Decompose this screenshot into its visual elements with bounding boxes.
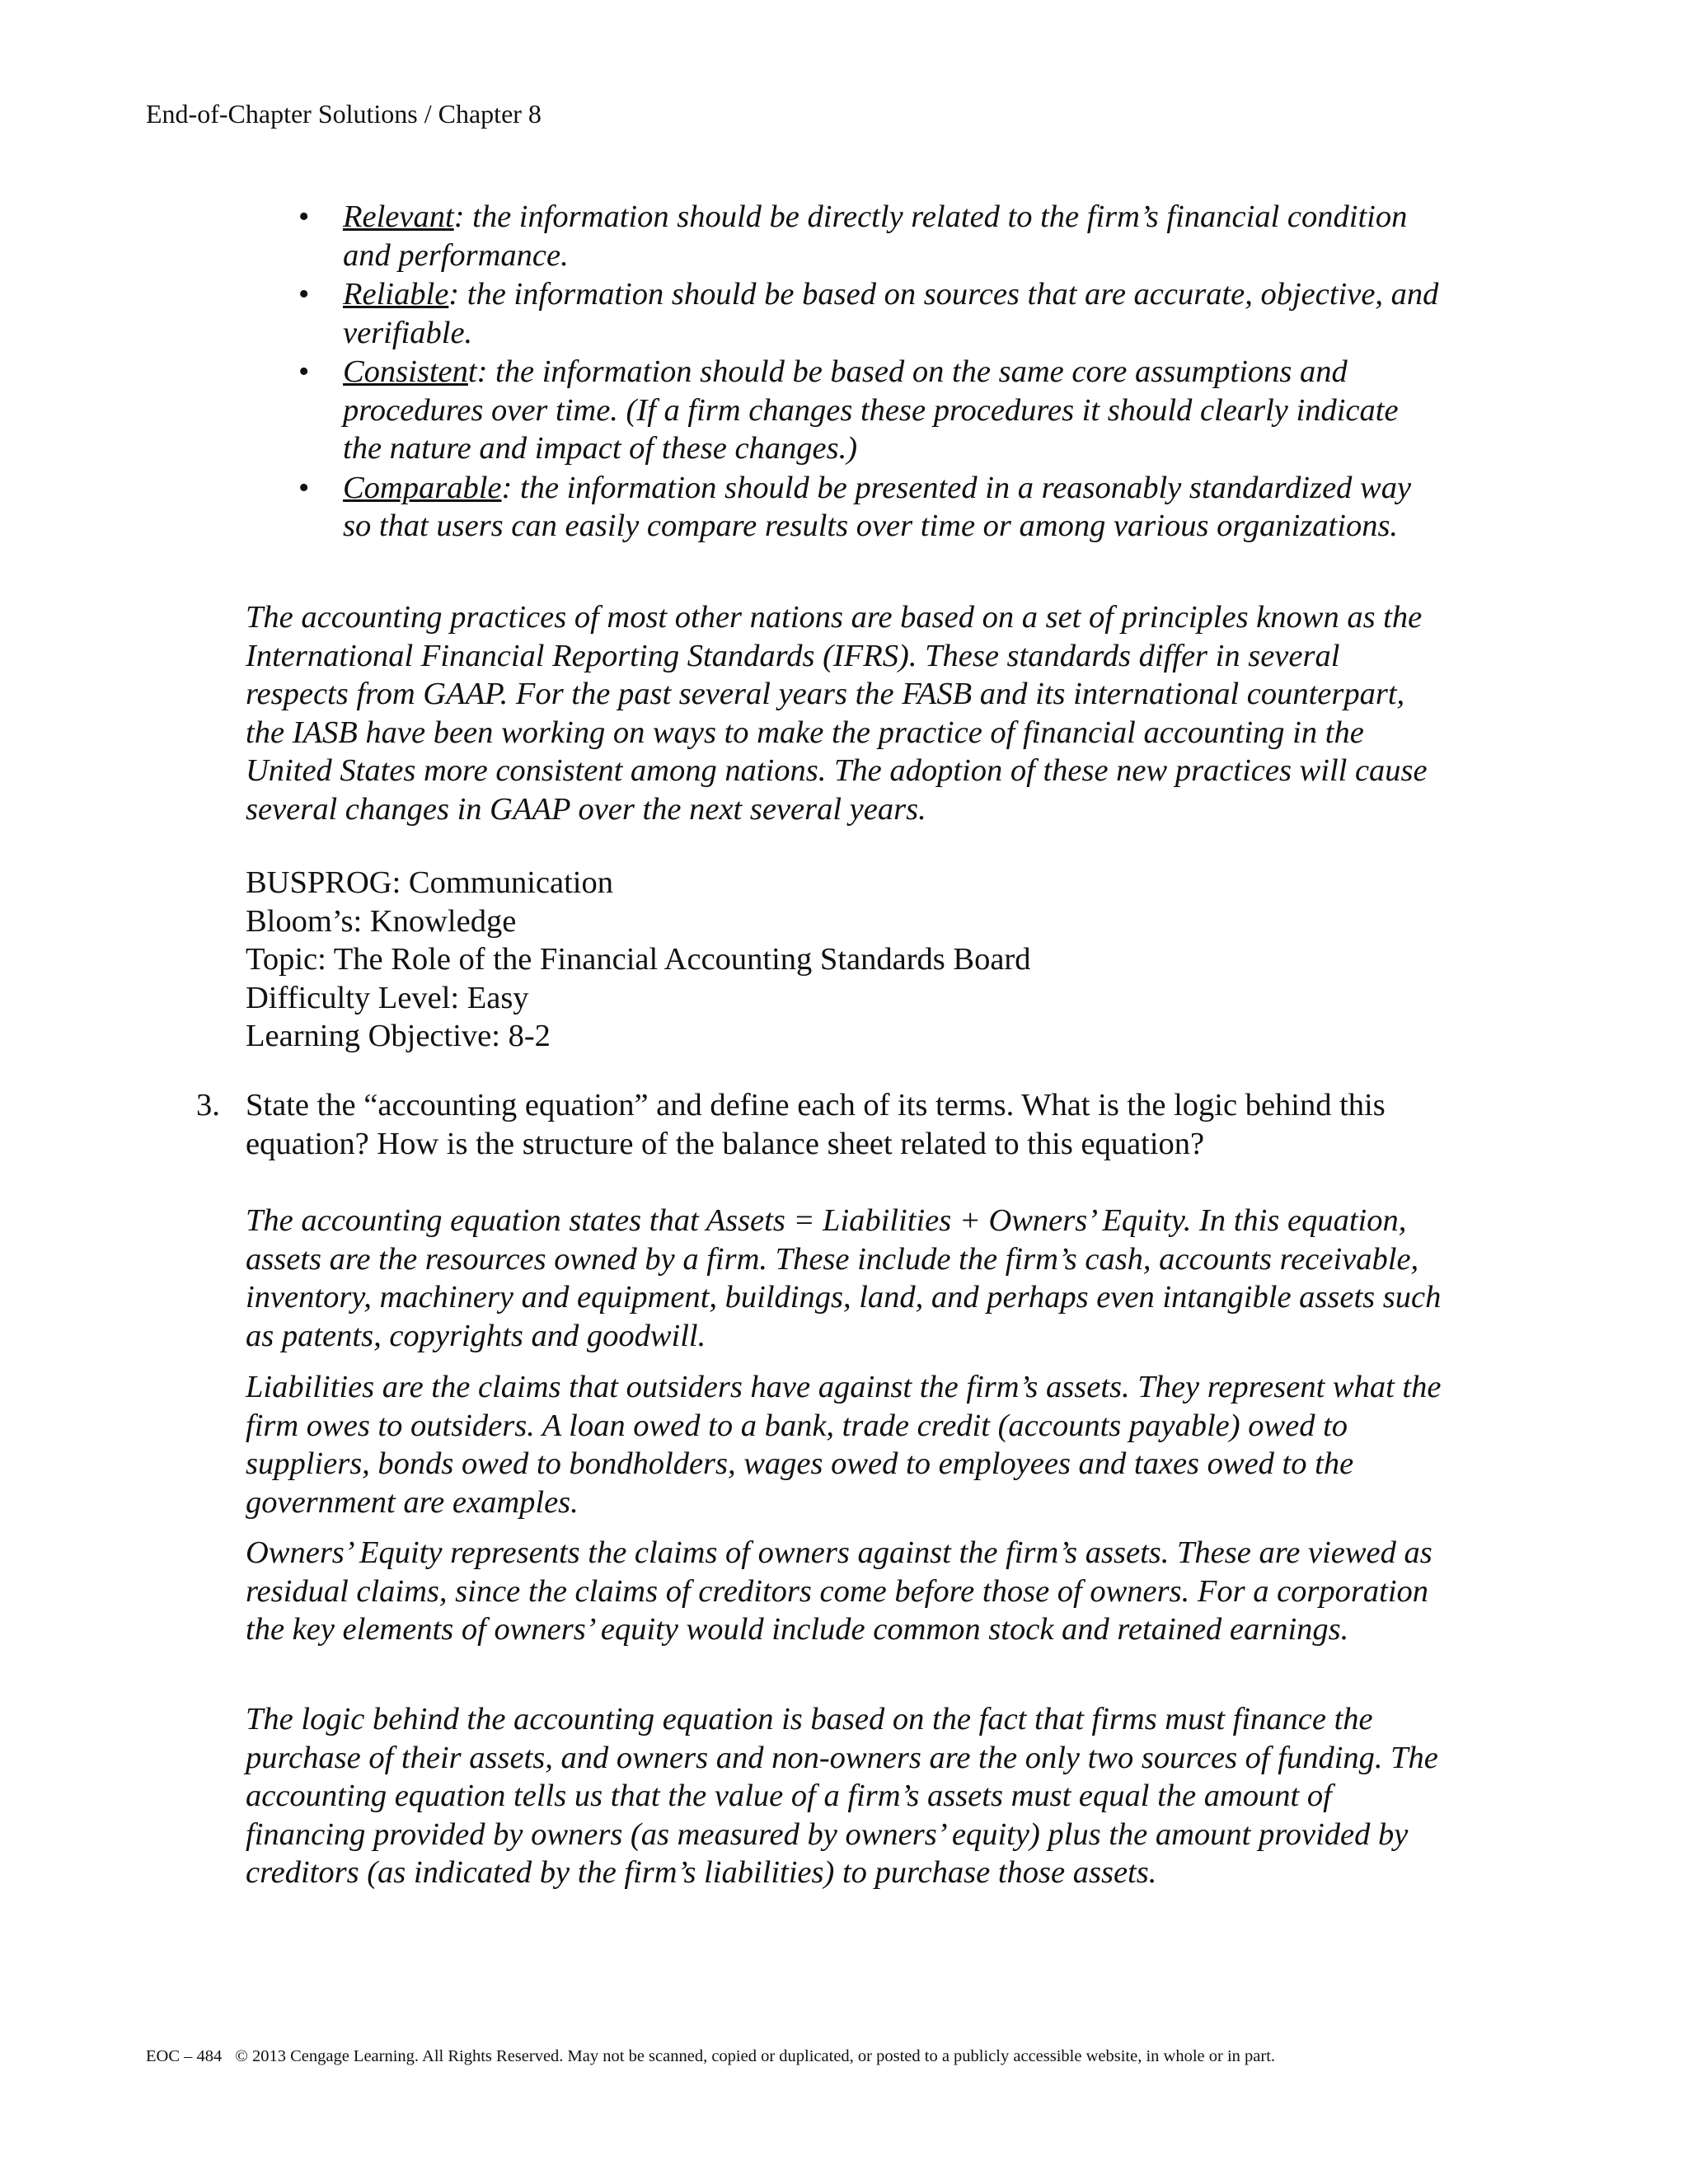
answer-paragraph-owners-equity: Owners’ Equity represents the claims of owners against the firm’s assets. These are viewed as residual claims, since the claims of creditors come before those of owners. For a corporation the key elements of owners’ equity would include common stock and retained earnings. <box>246 1535 1432 1647</box>
copyright-notice: © 2013 Cengage Learning. All Rights Reserved. May not be scanned, copied or duplicated, or posted to a publicly accessible website, in whole or in part. <box>235 2047 1276 2065</box>
bullet-term: Comparable <box>343 470 502 505</box>
bullet-text <box>343 275 1439 352</box>
bullet-definition: : the information should be based on the same core assumptions and procedures over time. (If a firm changes these procedures it should clearly indicate the nature and impact of these changes.) <box>343 354 1399 466</box>
running-header: End-of-Chapter Solutions / Chapter 8 <box>146 99 542 129</box>
answer-paragraph-liabilities: Liabilities are the claims that outsiders have against the firm’s assets. They represent what the firm owes to outsiders. A loan owed to a bank, trade credit (accounts payable) owed to suppliers, bonds owed to bondholders, wages owed to employees and taxes owed to the government are examples. <box>246 1370 1442 1520</box>
blooms-label: Bloom’s: Knowledge <box>246 903 517 939</box>
bullet-term: Reliable <box>343 277 449 312</box>
learning-objective-label: Learning Objective: 8-2 <box>246 1019 551 1053</box>
topic-label: Topic: The Role of the Financial Accounting Standards Board <box>246 942 1031 977</box>
bullet-term: Relevant <box>343 199 454 234</box>
bullet-definition: : the information should be presented in a reasonably standardized way so that users can easily compare results over time or among various organizations. <box>343 470 1412 543</box>
ifrs-paragraph: The accounting practices of most other nations are based on a set of principles known as the International Financial Reporting Standards (IFRS). These standards differ in several respects from GAAP. For the past several years the FASB and its international counterpart, the IASB have been working on ways to make the practice of financial accounting in the United States more consistent among nations. The adoption of these new practices will cause several changes in GAAP over the next several years. <box>246 600 1428 827</box>
bullet-term-tail: t <box>467 354 477 389</box>
bullet-item-consistent <box>0 353 1688 468</box>
question-metadata <box>246 864 1400 1056</box>
bullet-item-reliable <box>0 275 1688 352</box>
bullet-icon: • <box>298 354 310 389</box>
page-number: EOC – 484 <box>146 2047 223 2065</box>
bullet-definition: : the information should be based on sources that are accurate, objective, and verifiable. <box>343 277 1439 350</box>
busprog-label: BUSPROG: Communication <box>246 865 614 900</box>
bullet-item-comparable <box>0 469 1688 546</box>
qualities-bullet-list <box>0 198 1688 546</box>
answer-paragraph-logic: The logic behind the accounting equation is based on the fact that firms must finance the purchase of their assets, and owners and non-owners are the only two sources of funding. The accounting equation tells us that the value of a firm’s assets must equal the amount of financing provided by owners (as measured by owners’ equity) plus the amount provided by creditors (as indicated by the firm’s liabilities) to purchase those assets. <box>246 1702 1438 1890</box>
bullet-term: Consisten <box>343 354 468 389</box>
bullet-icon: • <box>298 277 310 312</box>
difficulty-label: Difficulty Level: Easy <box>246 980 529 1015</box>
page-footer <box>146 2046 1275 2067</box>
question-number: 3. <box>196 1088 220 1122</box>
bullet-text <box>343 198 1439 274</box>
bullet-icon: • <box>298 470 310 505</box>
bullet-item-relevant <box>0 198 1688 274</box>
answer-paragraph-assets: The accounting equation states that Assets = Liabilities + Owners’ Equity. In this equation, assets are the resources owned by a firm. These include the firm’s cash, accounts receivable, inventory, machinery and equipment, buildings, land, and perhaps even intangible assets such as patents, copyrights and goodwill. <box>246 1203 1442 1353</box>
bullet-text <box>343 353 1439 468</box>
bullet-definition: : the information should be directly related to the firm’s financial condition and performance. <box>343 199 1408 273</box>
bullet-text <box>343 469 1439 546</box>
question-text: State the “accounting equation” and define each of its terms. What is the logic behind this equation? How is the structure of the balance sheet related to this equation? <box>246 1088 1386 1161</box>
bullet-icon: • <box>298 199 310 234</box>
